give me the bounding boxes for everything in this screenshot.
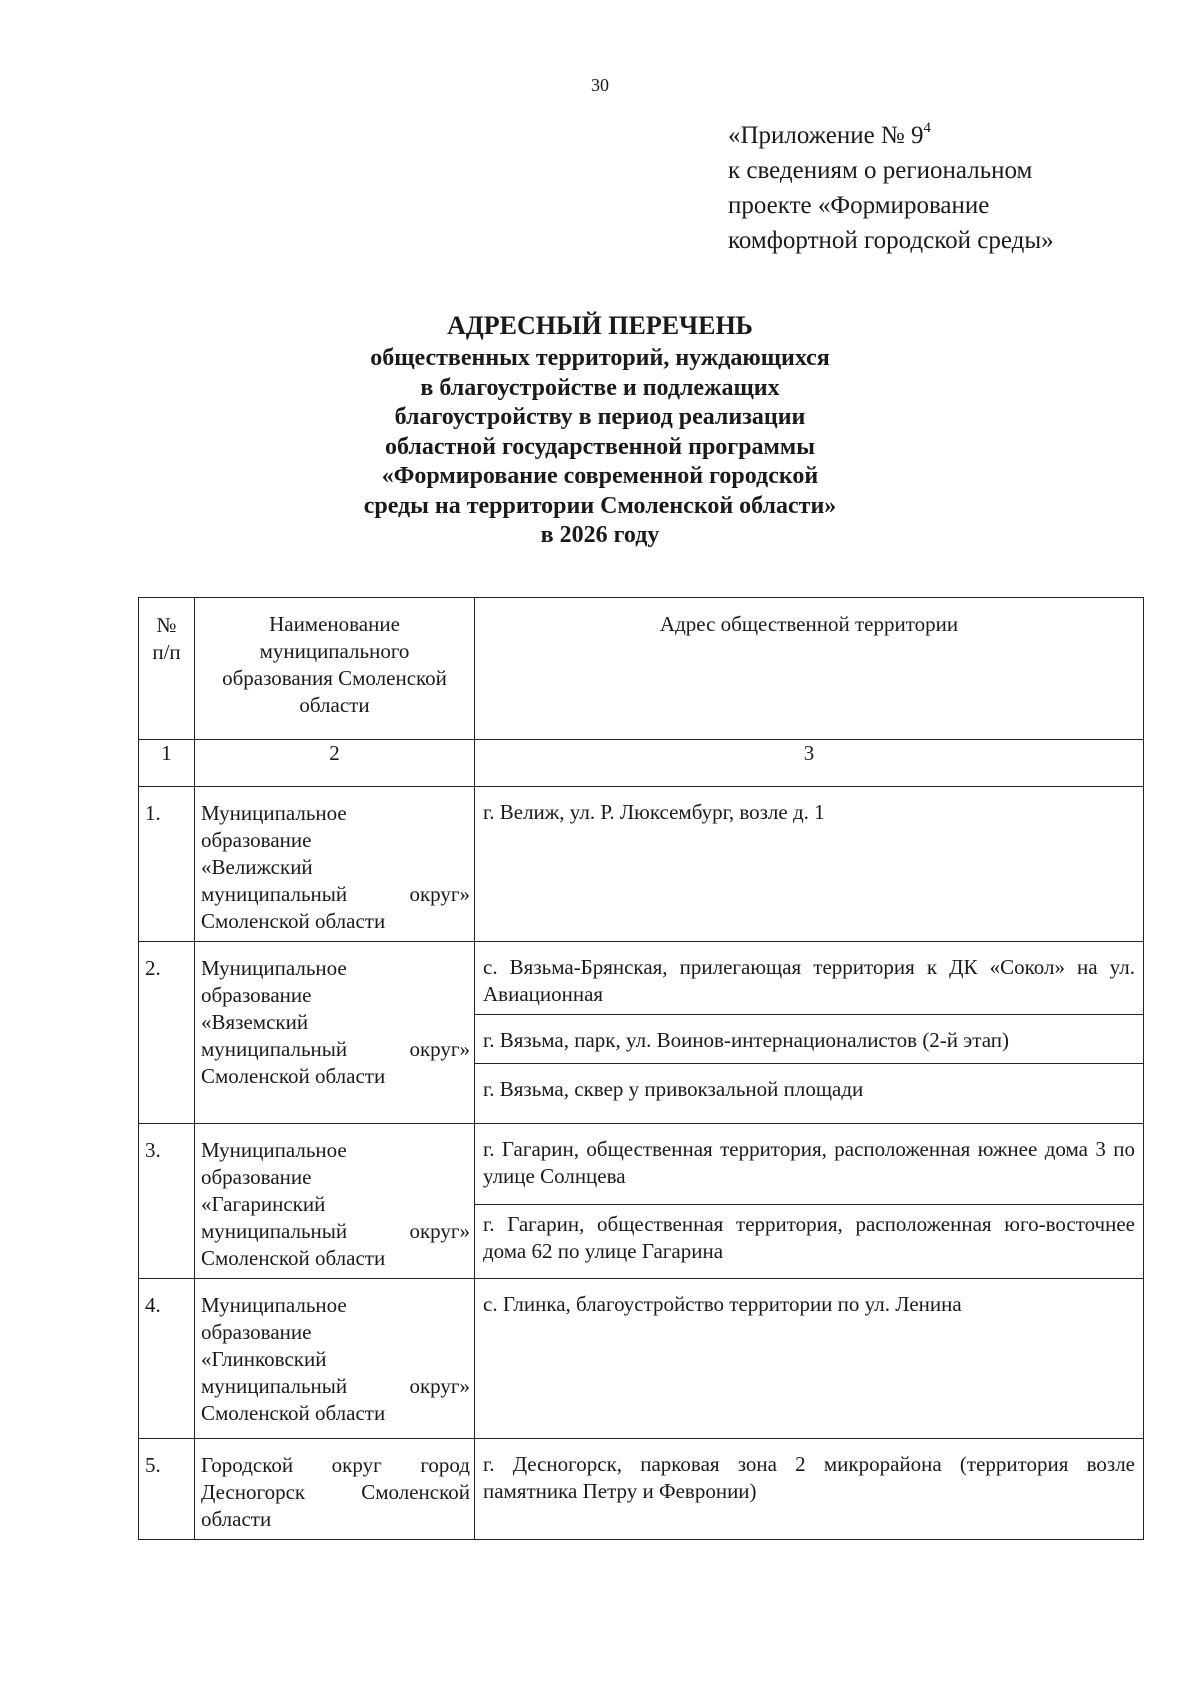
header-line: муниципального [259,639,410,663]
document-title [0,308,1200,551]
municipality-cell [195,942,475,1124]
muni-line [201,1218,470,1245]
row-number: 5. [139,1439,195,1540]
muni-word: муниципальный [201,882,348,906]
title-line: общественных территорий, нуждающихся [370,345,830,371]
header-number [139,598,195,740]
muni-line: Муниципальное [201,801,347,825]
table-row [139,787,1144,942]
appendix-line-3: проекте «Формирование [728,192,990,219]
municipality-cell [195,1279,475,1439]
muni-line: Смоленской области [201,1401,386,1425]
page-number: 30 [591,75,609,95]
title-line: в 2026 году [540,522,660,548]
address-cell: с. Вязьма-Брянская, прилегающая территория к ДК «Сокол» на ул. Авиационная [475,942,1144,1015]
table-row [139,1279,1144,1439]
muni-word: Смоленской [361,1480,470,1504]
address-cell: г. Десногорск, парковая зона 2 микрорайона (территория возле памятника Петру и Февронии) [475,1439,1144,1540]
muni-line: Смоленской области [201,909,386,933]
appendix-superscript: 4 [923,120,932,136]
column-number: 1 [139,740,195,787]
muni-line: области [201,1507,272,1531]
muni-line: образование [201,1165,312,1189]
muni-line: Муниципальное [201,956,347,980]
muni-word: округ [331,1453,382,1477]
address-cell: с. Глинка, благоустройство территории по ул. Ленина [475,1279,1144,1439]
header-line: области [299,693,370,717]
title-line: в благоустройстве и подлежащих [420,374,780,401]
muni-word: Десногорск [201,1480,306,1504]
muni-word: муниципальный [201,1374,348,1398]
appendix-title: «Приложение № 9 [728,122,924,149]
muni-line [201,1452,470,1479]
municipality-cell [195,1439,475,1540]
title-line: среды на территории Смоленской области» [363,492,837,519]
muni-word: муниципальный [201,1037,348,1061]
muni-line: образование [201,828,312,852]
header-line: Наименование [269,612,400,636]
appendix-line-1 [728,118,1054,153]
title-line: областной государственной программы [385,433,815,460]
appendix-line-4: комфортной городской среды» [728,227,1054,254]
muni-line: «Глинковский [201,1347,327,1371]
muni-line: Муниципальное [201,1293,347,1317]
muni-line: Смоленской области [201,1064,386,1088]
muni-line: образование [201,1320,312,1344]
header-municipality [195,598,475,740]
territories-table [138,597,1144,1540]
muni-line: «Вяземский [201,1010,309,1034]
row-number: 1. [139,787,195,942]
address-cell: г. Гагарин, общественная территория, расположенная юго-восточнее дома 62 по улице Гагарина [475,1204,1144,1278]
title-main: АДРЕСНЫЙ ПЕРЕЧЕНЬ [447,311,753,340]
muni-line: образование [201,983,312,1007]
muni-word: Городской [201,1453,294,1477]
header-number-abbr: п/п [152,640,181,664]
muni-line [201,1479,470,1506]
table-row [139,942,1144,1015]
appendix-note [728,118,1054,258]
muni-word: округ» [409,882,470,906]
muni-line [201,1373,470,1400]
muni-word: округ» [409,1374,470,1398]
muni-line: Муниципальное [201,1138,347,1162]
table-header-row [139,598,1144,740]
column-numbers-row [139,740,1144,787]
header-number-sign: № [156,613,177,637]
column-number: 2 [195,740,475,787]
address-cell: г. Вязьма, парк, ул. Воинов-интернационалистов (2-й этап) [475,1015,1144,1064]
municipality-cell [195,1124,475,1279]
table-row [139,1439,1144,1540]
row-number: 3. [139,1124,195,1279]
muni-line: «Велижский [201,855,313,879]
address-cell: г. Гагарин, общественная территория, расположенная южнее дома 3 по улице Солнцева [475,1124,1144,1205]
muni-line [201,1036,470,1063]
title-subtitle [0,344,1200,551]
title-line: «Формирование современной городской [381,463,819,489]
title-line: благоустройству в период реализации [394,404,806,430]
muni-word: округ» [409,1219,470,1243]
header-line: образования Смоленской [222,666,447,690]
address-cell: г. Велиж, ул. Р. Люксембург, возле д. 1 [475,787,1144,942]
header-address: Адрес общественной территории [475,598,1144,740]
column-number: 3 [475,740,1144,787]
muni-word: муниципальный [201,1219,348,1243]
row-number: 2. [139,942,195,1124]
table-row [139,1124,1144,1205]
muni-word: город [420,1453,470,1477]
muni-line [201,881,470,908]
row-number: 4. [139,1279,195,1439]
municipality-cell [195,787,475,942]
muni-line: «Гагаринский [201,1192,326,1216]
muni-word: округ» [409,1037,470,1061]
address-cell: г. Вязьма, сквер у привокзальной площади [475,1064,1144,1124]
muni-line: Смоленской области [201,1246,386,1270]
appendix-line-2: к сведениям о региональном [728,157,1033,184]
